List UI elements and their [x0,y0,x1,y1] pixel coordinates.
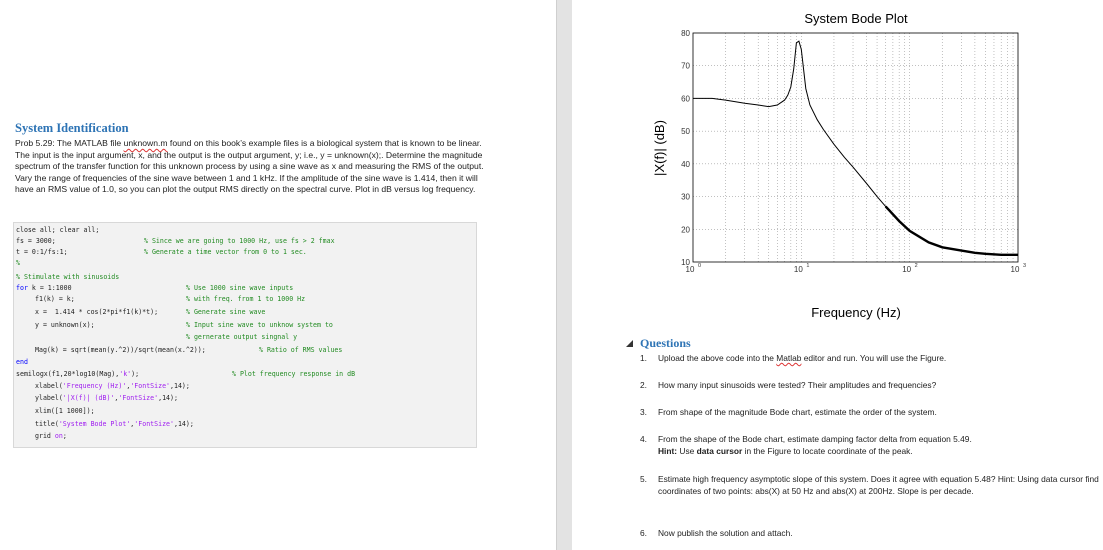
code-comment: % Generate a time vector from 0 to 1 sec. [144,248,307,256]
problem-prefix: Prob 5.29: The MATLAB file [15,138,124,148]
code-comment: % Generate sine wave [186,308,266,316]
code-comment: % Use 1000 sine wave inputs [186,284,294,292]
hint-label: Hint: [658,446,678,456]
collapse-triangle-icon[interactable] [626,340,633,347]
code-line [16,284,72,292]
code-string: 'k' [119,370,132,378]
y-tick-label: 60 [681,94,690,104]
code-text: semilogx(f1,20*log10(Mag), [16,370,120,378]
code-text: grid [35,432,55,440]
code-line: t = 0:1/fs:1; [16,248,68,256]
hint-text [658,446,1098,458]
question-text: Estimate high frequency asymptotic slope of this system. Does it agree with equation 5.48? Hint: Using data cursor find coordinates of two points: abs(X) at 50 Hz and abs(X) at 200Hz. Slope is per decade. [658,474,1099,496]
code-string: '|X(f)| (dB)' [62,394,115,402]
x-tick-label: 10 [1010,265,1020,274]
x-tick-exponent: 2 [914,263,918,269]
question-text: How many input sinusoids were tested? Their amplitudes and frequencies? [658,380,937,390]
y-tick-label: 40 [681,159,690,169]
code-line: close all; clear all; [16,226,100,234]
code-line [16,370,139,378]
question-number: 1. [640,353,647,363]
code-line [35,432,67,440]
code-line: Mag(k) = sqrt(mean(y.^2))/sqrt(mean(x.^2)); [35,346,206,354]
problem-statement [15,138,485,196]
code-line: x = 1.414 * cos(2*pi*f1(k)*t); [35,308,159,316]
chart-title: System Bode Plot [804,11,908,26]
question-number: 5. [640,474,647,484]
page-gutter [556,0,573,550]
code-string: 'FontSize' [134,420,174,428]
code-text: , [126,382,131,390]
code-comment: % Since we are going to 1000 Hz, use fs > 2 fmax [144,237,335,245]
code-line [35,420,194,428]
y-tick-label: 10 [681,258,690,267]
question-text-part: editor and run. You will use the Figure. [801,353,947,363]
code-text: k = 1:1000 [27,284,72,292]
code-string: 'System Bode Plot' [58,420,131,428]
y-tick-label: 20 [681,225,690,235]
section-title: System Identification [15,121,129,135]
question-number: 2. [640,380,647,390]
hint-text-part: data cursor [696,446,743,456]
y-tick-label: 30 [681,192,690,202]
code-text: xlabel( [35,382,63,390]
code-text: ; [62,432,67,440]
code-line: xlim([1 1000]); [35,407,95,415]
y-tick-label: 80 [681,29,690,38]
x-tick-exponent: 1 [806,263,810,269]
x-axis-label: Frequency (Hz) [811,305,901,320]
code-text: ylabel( [35,394,63,402]
code-comment: % Stimulate with sinusoids [16,273,120,281]
code-text: ); [131,370,140,378]
code-comment: % Ratio of RMS values [259,346,343,354]
problem-rest: found on this book’s example files is a biological system that is known to be linear. The input is the input argument, x, and the output is the output argument, y; i.e., y = unknown(x);. Determine the magnitude spectrum of the transfer function for this unknown process by using a sine wave as x and measuring the RMS of the output. Vary the range of frequencies of the sine wave between 1 and 1 kHz. If the amplitude of the sine wave is 1.414, then it will have an RMS value of 1.0, so you can plot the output RMS directly on the spectral curve. Plot in dB versus log frequency. [15,138,484,194]
code-comment: % with freq. from 1 to 1000 Hz [186,295,306,303]
x-tick-label: 10 [793,265,803,274]
code-comment: % gernerate output singnal y [186,333,298,341]
code-comment: % [16,259,20,267]
x-tick-label: 10 [685,265,695,274]
hint-text-part: Use [677,446,697,456]
hint-text-part: in the Figure to locate coordinate of the peak. [742,446,913,456]
x-tick-exponent: 3 [1023,263,1027,269]
questions-heading: Questions [640,336,691,350]
y-axis-label: |X(f)| (dB) [652,120,667,176]
question-text: From shape of the magnitude Bode chart, estimate the order of the system. [658,407,937,417]
code-string: 'FontSize' [118,394,159,402]
code-comment: % Input sine wave to unknow system to [186,321,333,329]
right-page [572,0,1103,550]
code-text: , [114,394,119,402]
code-line: f1(k) = k; [35,295,75,303]
code-string: on [54,432,63,440]
question-text: Now publish the solution and attach. [658,528,793,538]
code-comment: % Plot frequency response in dB [232,370,356,378]
code-text: , [130,420,135,428]
question-text: From the shape of the Bode chart, estimate damping factor delta from equation 5.49. [658,434,972,444]
code-text: ,14); [173,420,194,428]
code-block [13,222,477,448]
code-text: title( [35,420,59,428]
code-line [35,394,178,402]
problem-file: unknown.m [123,138,168,148]
code-line [35,382,190,390]
question-text-part: Matlab [776,353,802,363]
question-text-part: Upload the above code into the [658,353,777,363]
code-keyword: end [16,358,28,366]
y-tick-label: 50 [681,127,690,137]
question-number: 3. [640,407,647,417]
code-string: 'Frequency (Hz)' [62,382,127,390]
question-text [658,353,1098,365]
y-tick-label: 70 [681,61,690,71]
question-number: 4. [640,434,647,444]
x-tick-exponent: 0 [698,263,702,269]
code-line: fs = 3000; [16,237,56,245]
question-number: 6. [640,528,647,538]
code-keyword: for [16,284,28,292]
code-text: ,14); [170,382,190,390]
code-string: 'FontSize' [130,382,171,390]
code-text: ,14); [158,394,178,402]
x-tick-label: 10 [902,265,912,274]
code-line: y = unknown(x); [35,321,95,329]
